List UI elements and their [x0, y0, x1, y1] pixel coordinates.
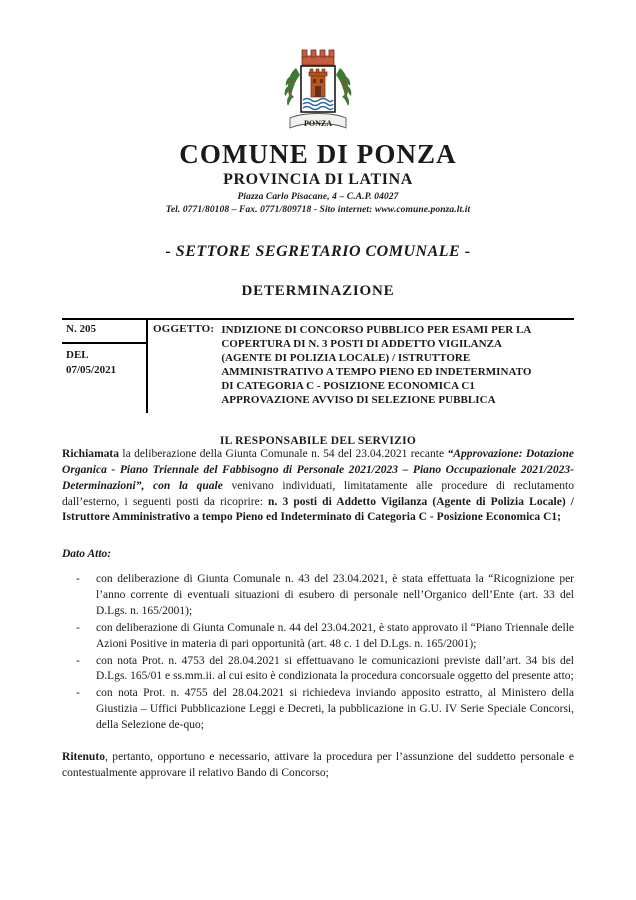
list-item-text: con deliberazione di Giunta Comunale n. 43 del 23.04.2021, è stata effettuata la “Ricognizione per l’anno corrente di eventuali situazioni di esubero di personale nell’Organico dell’Ente (art. 33 del D.Lgs. n. 165/2001); [96, 573, 574, 617]
determination-number: N. 205 [62, 320, 146, 345]
ritenuto-text: , pertanto, opportuno e necessario, attivare la procedura per l’assunzione del suddetto personale e contestualmente approvare il relativo Bando di Concorso; [62, 750, 574, 779]
subject-line: DI CATEGORIA C - POSIZIONE ECONOMICA C1 [221, 379, 475, 392]
subject-line: AMMINISTRATIVO A TEMPO PIENO ED INDETERMINATO [221, 365, 532, 378]
subject-line: APPROVAZIONE AVVISO DI SELEZIONE PUBBLICA [221, 393, 496, 406]
ritenuto-lead: Ritenuto [62, 750, 105, 763]
list-item-text: con nota Prot. n. 4753 del 28.04.2021 si effettuavano le comunicazioni previste dall’art. 34 bis del D.Lgs. 165/01 e ss.mm.ii. al cui esito è condizionata la procedura concorsuale oggetto del presente atto; [96, 654, 574, 683]
list-item [62, 621, 574, 653]
emblem-container [62, 0, 574, 136]
bullet-dash-icon: - [76, 654, 80, 667]
determination-date-cell [62, 344, 146, 381]
richiamata-text-2: venivano individuati, limitatamente alle procedure di reclutamento dall’esterno, i seguenti posti da ricoprire: [62, 479, 575, 508]
bullet-dash-icon: - [76, 687, 80, 700]
bullet-dash-icon: - [76, 621, 80, 634]
subject-line: INDIZIONE DI CONCORSO PUBBLICO PER ESAMI PER LA [221, 323, 532, 336]
list-item [62, 686, 574, 734]
list-item-text: con nota Prot. n. 4755 del 28.04.2021 si richiedeva inviando apposito estratto, al Ministero della Giustizia – Uffici Pubblicazione Leggi e Decreti, la pubblicazione in G.U. IV Serie Speciale Concorsi, della Selezione de-quo; [96, 687, 574, 731]
premises-list [62, 572, 574, 734]
subject-line: (AGENTE DI POLIZIA LOCALE) / ISTRUTTORE [221, 351, 471, 364]
emblem-ribbon-text: PONZA [304, 119, 332, 128]
richiamata-bold-tail: n. 3 posti di Addetto Vigilanza (Agente di Polizia Locale) / Istruttore Amministrativo a tempo Pieno ed Indeterminato di Categoria C - Posizione Economica C1; [62, 495, 574, 524]
determination-info-table [62, 318, 574, 413]
richiamata-lead: Richiamata [62, 447, 120, 460]
list-item [62, 572, 574, 620]
list-item-text: con deliberazione di Giunta Comunale n. 44 del 23.04.2021, è stato approvato il “Piano Triennale delle Azioni Positive in materia di pari opportunità (art. 48 c. 1 del D.Lgs. n. 165/2001); [96, 621, 574, 650]
list-item [62, 654, 574, 686]
date-value: 07/05/2021 [66, 363, 117, 376]
paragraph-richiamata [62, 447, 574, 526]
organization-title: COMUNE DI PONZA [179, 139, 457, 169]
subject-line: COPERTURA DI N. 3 POSTI DI ADDETTO VIGILANZA [221, 337, 503, 350]
richiamata-text-1: la deliberazione della Giunta Comunale n. 54 del 23.04.2021 recante [119, 447, 448, 460]
document-type-heading: DETERMINAZIONE [241, 282, 395, 299]
province-subtitle: PROVINCIA DI LATINA [223, 171, 413, 189]
sector-heading: - SETTORE SEGRETARIO COMUNALE - [165, 242, 471, 260]
subject-text [221, 323, 531, 407]
contact-line: Tel. 0771/80108 – Fax. 0771/809718 - Sito internet: www.comune.ponza.lt.it [165, 204, 471, 215]
paragraph-ritenuto [62, 750, 574, 782]
info-table-subject-cell [148, 318, 574, 413]
info-table-left-column [62, 318, 148, 413]
subject-label: OGGETTO: [153, 322, 215, 335]
bullet-dash-icon: - [76, 573, 80, 586]
coat-of-arms-icon [282, 42, 354, 136]
date-label: DEL [66, 349, 89, 362]
address-line: Piazza Carlo Pisacane, 4 – C.A.P. 04027 [237, 191, 399, 202]
dato-atto-label: Dato Atto: [62, 548, 112, 561]
richiamata-quote: “Approvazione: Dotazione Organica - Piano Triennale del Fabbisogno di Personale 2021/2023 – Piano Occupazionale 2021/2023- Determinazioni”, con la quale [62, 447, 574, 492]
responsible-heading: IL RESPONSABILE DEL SERVIZIO [219, 434, 417, 447]
